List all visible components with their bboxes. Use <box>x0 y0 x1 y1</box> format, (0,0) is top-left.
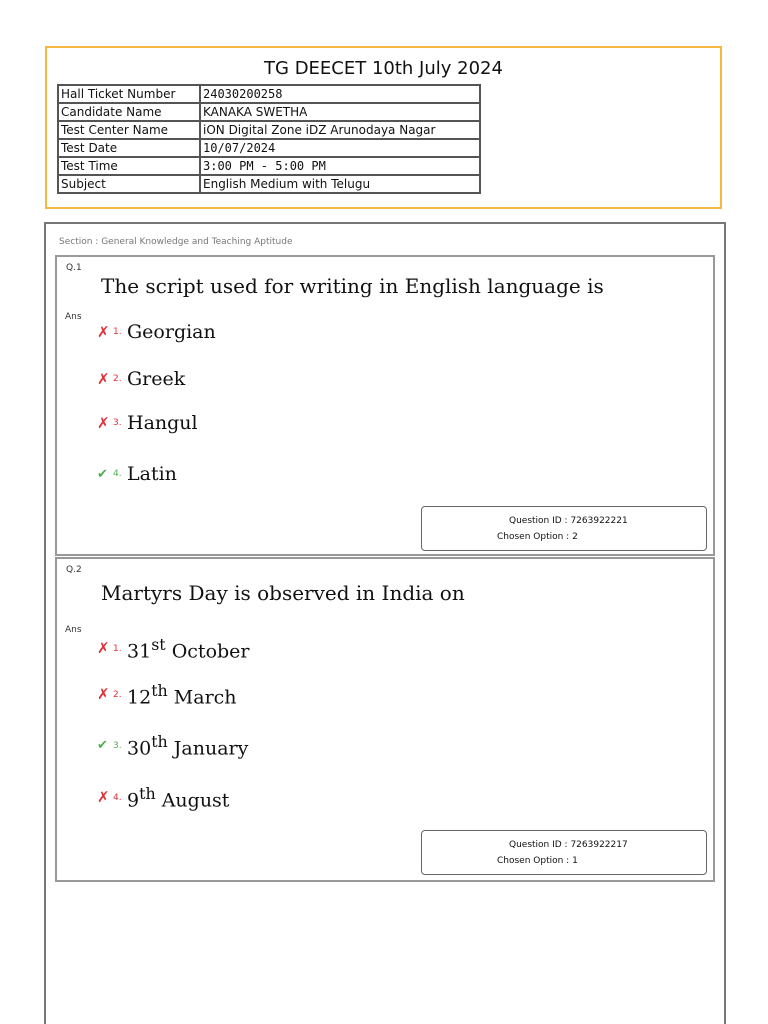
info-value: 10/07/2024 <box>200 139 480 157</box>
answer-label: Ans <box>65 625 82 635</box>
question-id: Question ID : 7263922217 <box>509 840 628 850</box>
answer-label: Ans <box>65 312 82 322</box>
question-info-box <box>421 830 707 875</box>
section-label: Section : General Knowledge and Teaching Aptitude <box>59 237 293 247</box>
option-3 <box>97 732 248 759</box>
option-number: 4. <box>113 792 122 803</box>
table-row <box>58 139 480 157</box>
info-label: Hall Ticket Number <box>58 85 200 103</box>
option-number: 2. <box>113 374 122 384</box>
option-month: March <box>167 686 237 709</box>
info-label: Test Center Name <box>58 121 200 139</box>
chosen-option: Chosen Option : 2 <box>497 532 578 542</box>
option-number: 1. <box>113 327 122 337</box>
option-text: Hangul <box>127 412 198 434</box>
cross-icon: ✗ <box>97 685 110 704</box>
option-text <box>127 784 229 811</box>
option-number: 3. <box>113 740 122 751</box>
option-number: 4. <box>113 469 122 479</box>
cross-icon: ✗ <box>97 788 110 807</box>
option-day: 31 <box>127 640 152 663</box>
info-value: KANAKA SWETHA <box>200 103 480 121</box>
option-suffix: th <box>139 784 156 803</box>
info-label: Test Time <box>58 157 200 175</box>
option-day: 30 <box>127 737 152 760</box>
option-day: 9 <box>127 789 140 812</box>
check-icon: ✔ <box>97 738 108 754</box>
question-number: Q.2 <box>66 565 82 575</box>
option-4 <box>97 784 229 811</box>
info-value: 24030200258 <box>200 85 480 103</box>
option-number: 3. <box>113 418 122 428</box>
question-card-2 <box>55 557 715 882</box>
cross-icon: ✗ <box>97 369 110 388</box>
option-day: 12 <box>127 686 152 709</box>
question-id: Question ID : 7263922221 <box>509 516 628 526</box>
info-label: Candidate Name <box>58 103 200 121</box>
option-text: Latin <box>127 463 177 485</box>
info-value: iON Digital Zone iDZ Arunodaya Nagar <box>200 121 480 139</box>
chosen-option: Chosen Option : 1 <box>497 856 578 866</box>
option-suffix: st <box>151 635 166 654</box>
table-row <box>58 157 480 175</box>
table-row <box>58 85 480 103</box>
table-row <box>58 121 480 139</box>
option-1 <box>97 321 216 343</box>
option-text: Greek <box>127 368 186 390</box>
option-2 <box>97 681 237 708</box>
info-label: Subject <box>58 175 200 193</box>
option-text <box>127 732 248 759</box>
question-text: The script used for writing in English language is <box>101 274 604 298</box>
option-suffix: th <box>151 681 168 700</box>
candidate-info-table <box>57 84 481 194</box>
question-info-box <box>421 506 707 551</box>
option-text: Georgian <box>127 321 216 343</box>
option-month: October <box>165 640 250 663</box>
check-icon: ✔ <box>97 466 108 482</box>
candidate-header <box>45 46 722 209</box>
cross-icon: ✗ <box>97 639 110 658</box>
question-number: Q.1 <box>66 263 82 273</box>
cross-icon: ✗ <box>97 322 110 341</box>
table-row <box>58 175 480 193</box>
option-2 <box>97 368 185 390</box>
question-text: Martyrs Day is observed in India on <box>101 581 465 605</box>
cross-icon: ✗ <box>97 413 110 432</box>
option-month: January <box>167 737 249 760</box>
option-suffix: th <box>151 732 168 751</box>
exam-title: TG DEECET 10th July 2024 <box>264 58 503 79</box>
option-month: August <box>155 789 230 812</box>
option-text <box>127 635 250 662</box>
info-label: Test Date <box>58 139 200 157</box>
info-value: English Medium with Telugu <box>200 175 480 193</box>
question-card-1 <box>55 255 715 556</box>
option-number: 2. <box>113 689 122 700</box>
info-value: 3:00 PM - 5:00 PM <box>200 157 480 175</box>
option-4 <box>97 463 177 485</box>
option-3 <box>97 412 198 434</box>
option-text <box>127 681 237 708</box>
option-1 <box>97 635 250 662</box>
option-number: 1. <box>113 643 122 654</box>
table-row <box>58 103 480 121</box>
